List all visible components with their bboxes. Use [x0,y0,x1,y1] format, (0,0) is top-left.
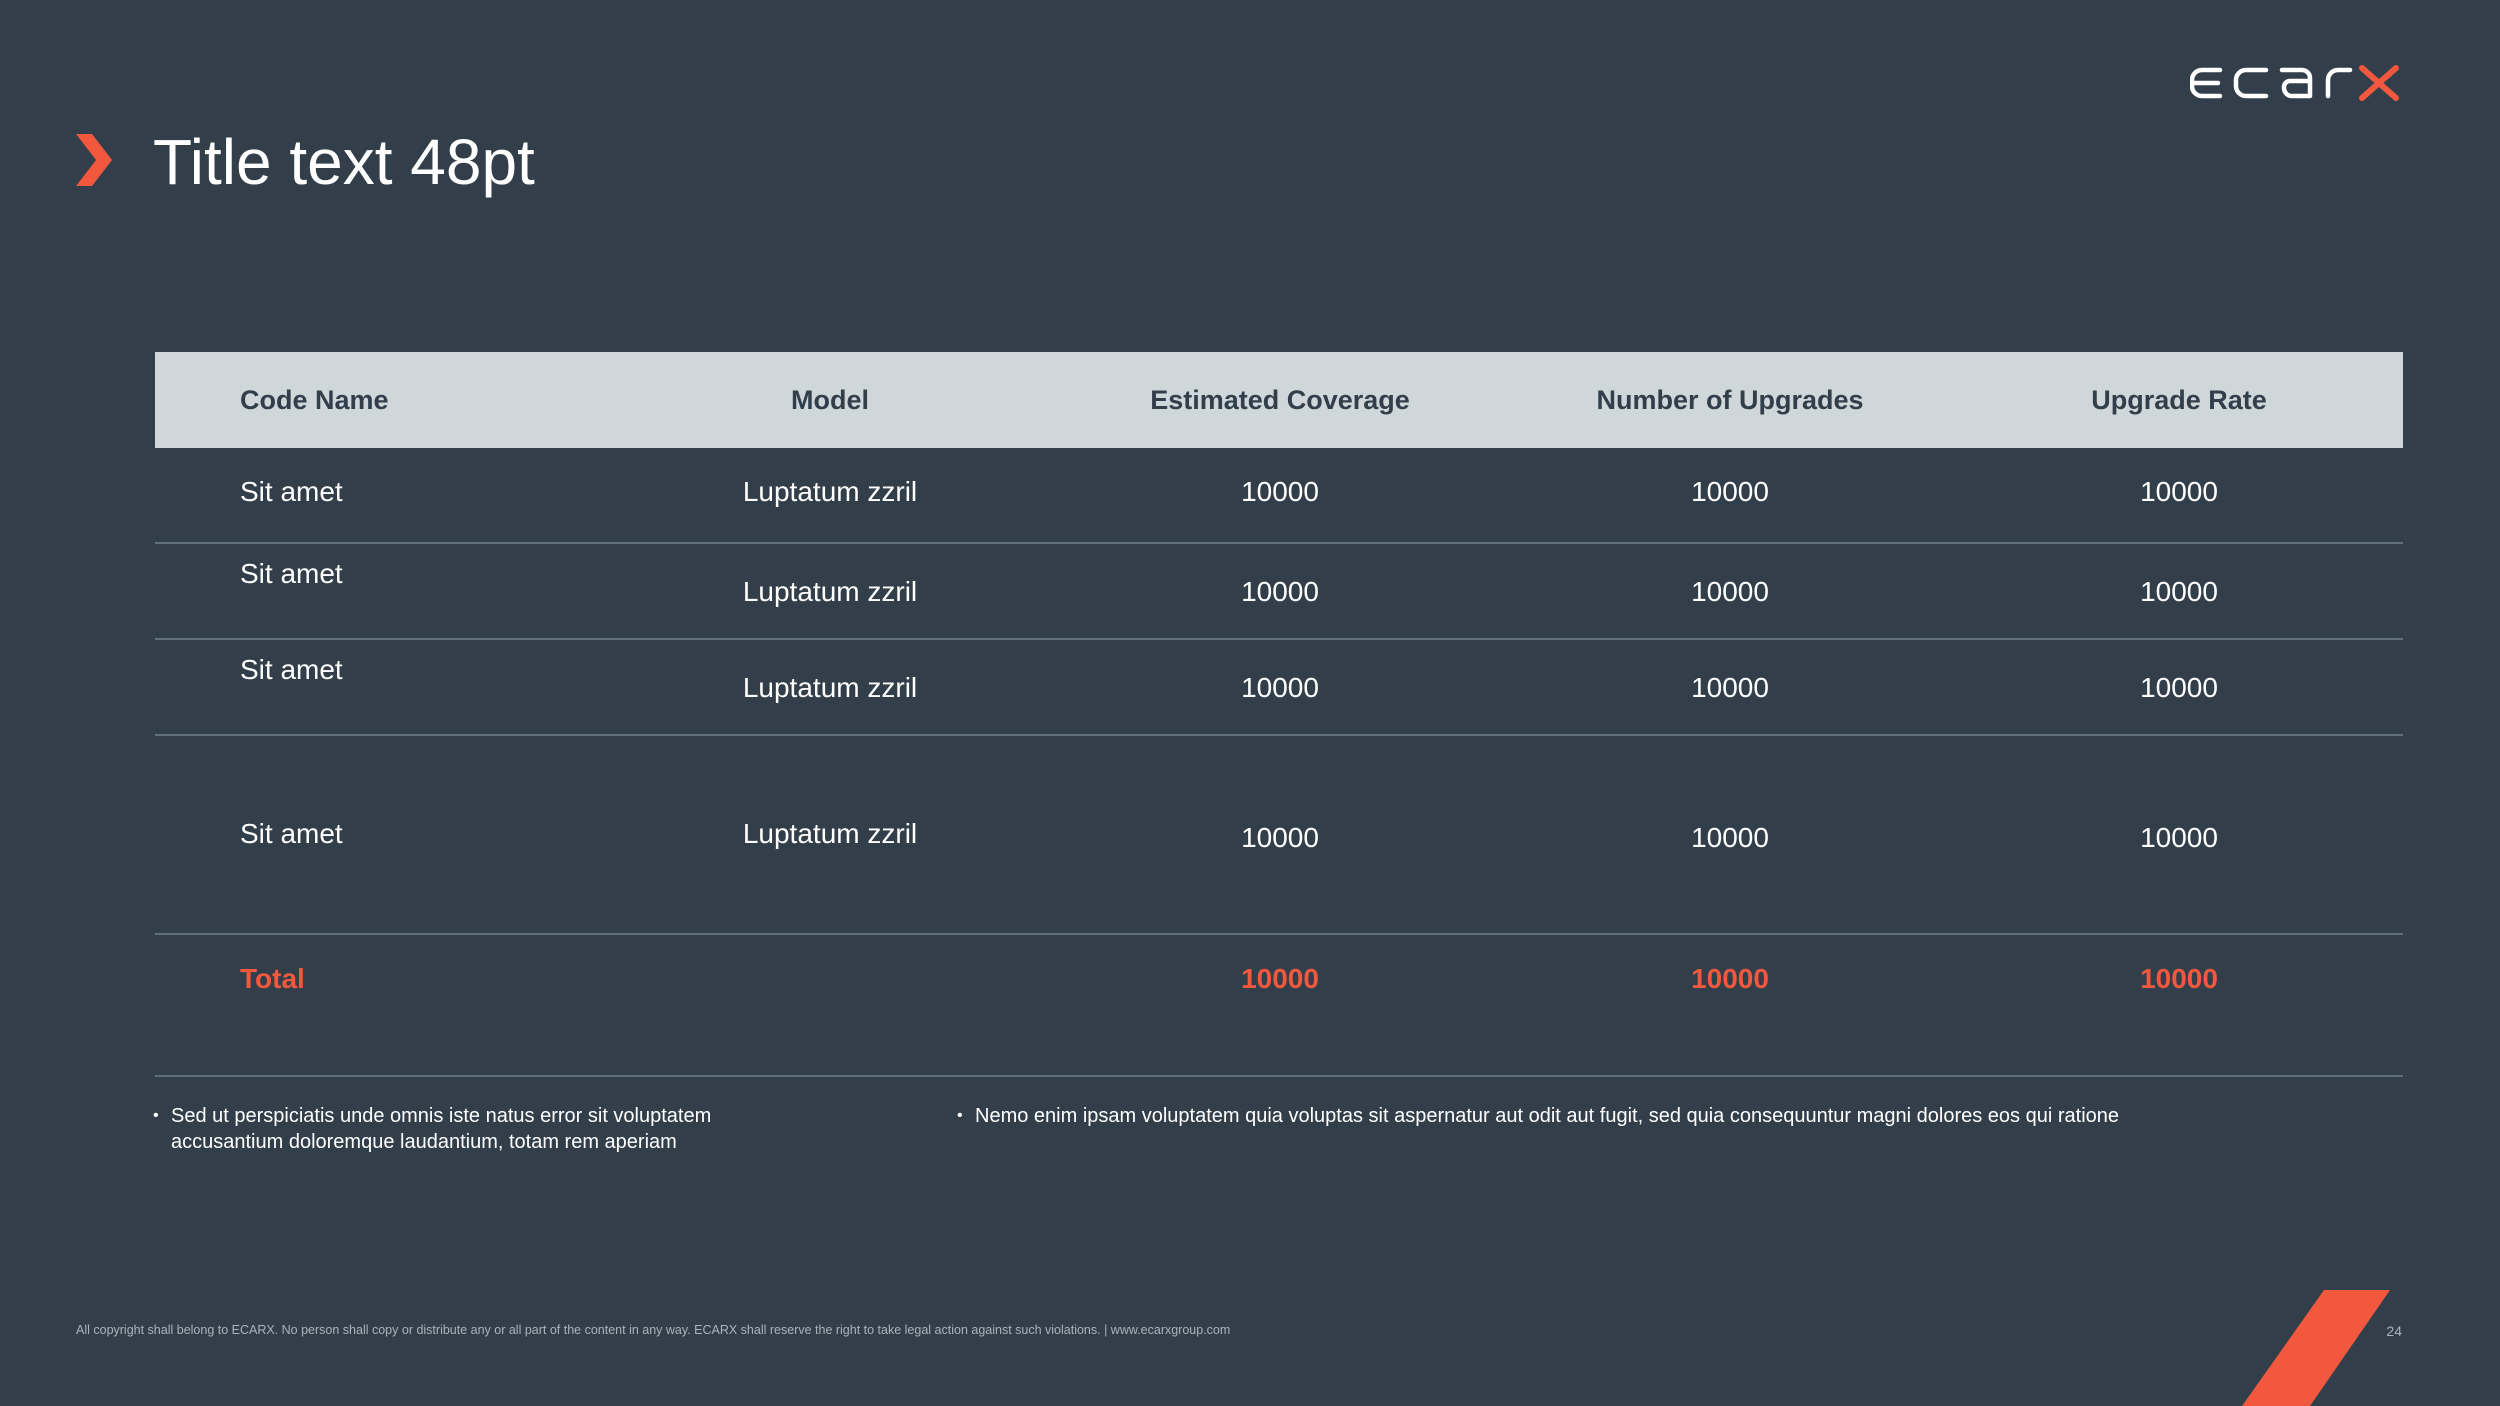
page-number: 24 [2386,1323,2402,1339]
total-label: Total [240,963,305,994]
cell-model: Luptatum zzril [742,672,918,703]
total-estimated-coverage: 10000 [1241,963,1319,994]
cell-estimated-coverage: 10000 [1241,576,1319,607]
cell-number-of-upgrades: 10000 [1691,822,1769,853]
cell-model: Luptatum zzril [742,576,918,607]
page-title: Title text 48pt [153,126,535,198]
bullet-icon: • [957,1107,963,1124]
footnote-text: Nemo enim ipsam voluptatem quia voluptas sit aspernatur aut odit aut fugit, sed quia consequuntur magni dolores eos qui ratione [975,1105,2120,1127]
decorative-slash-shape [2190,1290,2410,1406]
cell-upgrade-rate: 10000 [2140,476,2218,507]
total-model [605,935,1055,1075]
header-model: Model [791,384,869,415]
table-row [155,448,2403,544]
header-upgrade-rate: Upgrade Rate [2091,384,2267,415]
footnote-text: Sed ut perspiciatis unde omnis iste natus error sit voluptatem accusantium doloremque laudantium, totam rem aperiam [171,1105,712,1153]
header-code-name: Code Name [240,384,389,415]
cell-estimated-coverage: 10000 [1241,672,1319,703]
total-number-of-upgrades: 10000 [1691,963,1769,994]
table-row [155,640,2403,736]
header-estimated-coverage: Estimated Coverage [1150,384,1410,415]
copyright-notice: All copyright shall belong to ECARX. No person shall copy or distribute any or all part of the content in any way. ECARX shall reserve the right to take legal action against such violations. | www.ecarxgroup.com [76,1323,1231,1337]
footnote-left [153,1103,793,1155]
cell-code-name: Sit amet [240,818,343,849]
cell-code-name: Sit amet [240,558,343,589]
cell-model: Luptatum zzril [742,818,918,849]
table-header [155,352,2403,448]
table-row [155,736,2403,935]
total-row [155,935,2403,1077]
bullet-icon: • [153,1107,159,1124]
cell-model: Luptatum zzril [742,476,918,507]
header-number-of-upgrades: Number of Upgrades [1596,384,1864,415]
cell-upgrade-rate: 10000 [2140,576,2218,607]
table-row [155,544,2403,640]
upgrade-table [155,352,2403,1077]
cell-estimated-coverage: 10000 [1241,476,1319,507]
cell-number-of-upgrades: 10000 [1691,476,1769,507]
footnote-right [957,1103,2357,1129]
cell-upgrade-rate: 10000 [2140,822,2218,853]
ecarx-logo [2190,64,2402,102]
cell-number-of-upgrades: 10000 [1691,576,1769,607]
cell-estimated-coverage: 10000 [1241,822,1319,853]
total-upgrade-rate: 10000 [2140,963,2218,994]
cell-upgrade-rate: 10000 [2140,672,2218,703]
cell-code-name: Sit amet [240,476,343,507]
chevron-right-icon [76,134,116,186]
cell-code-name: Sit amet [240,654,343,685]
cell-number-of-upgrades: 10000 [1691,672,1769,703]
